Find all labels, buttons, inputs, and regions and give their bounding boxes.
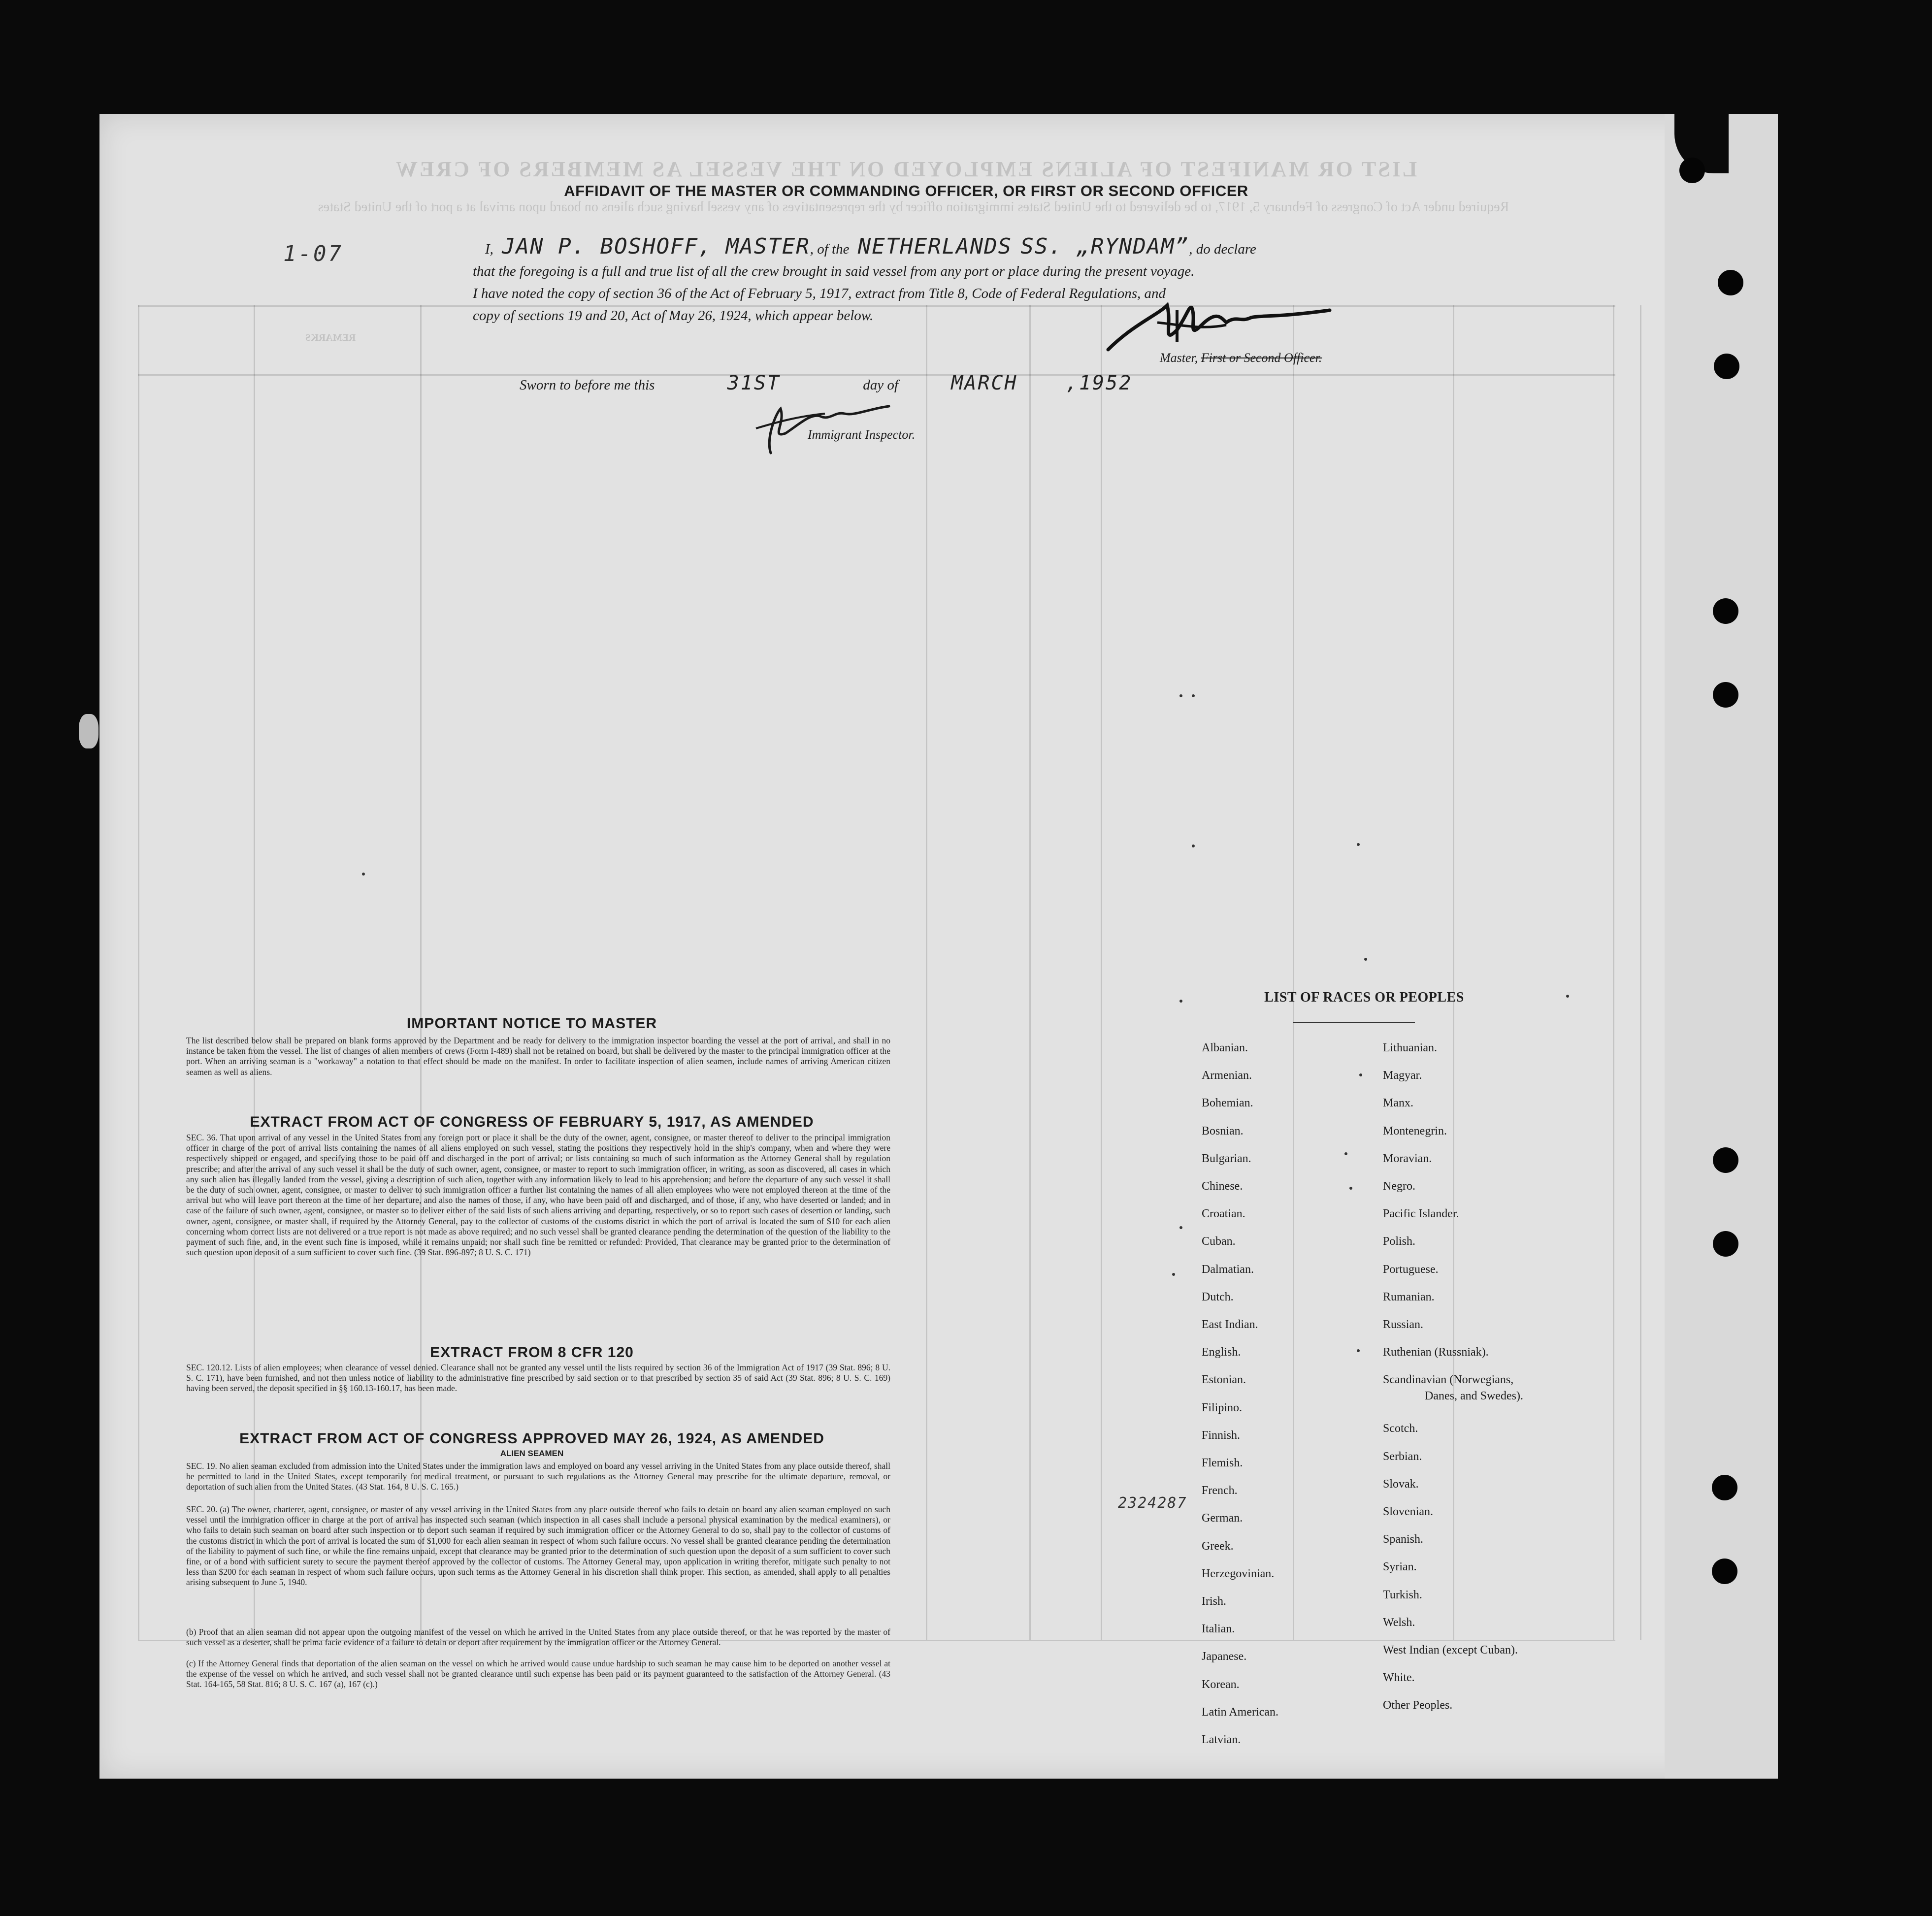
- notice-text: The list described below shall be prepared on blank forms approved by the Department and be ready for delivery to the immigration inspector boarding the vessel at the port of arrival, and shall in no instance be taken from the vessel. The list of changes of alien members of crews (Form I-489) shall not be retained on board, but shall be delivered by the master to the principal immigration officer at the port. When an arriving seaman is a "workaway" a notation to that effect should be made on the manifest. In order to facilitate inspection of alien seamen, include names of arriving American citizen seamen as well as aliens.: [186, 1036, 890, 1077]
- extract-1917-title: EXTRACT FROM ACT OF CONGRESS OF FEBRUARY 5, 1917, AS AMENDED: [250, 1114, 814, 1130]
- sworn-line: [520, 372, 1132, 394]
- race-item: French.: [1202, 1484, 1238, 1497]
- race-item: Ruthenian (Russniak).: [1383, 1346, 1489, 1359]
- extract-cfr-title: EXTRACT FROM 8 CFR 120: [430, 1344, 634, 1361]
- race-item: Armenian.: [1202, 1069, 1252, 1082]
- race-item: Serbian.: [1383, 1450, 1422, 1463]
- race-item: Welsh.: [1383, 1616, 1415, 1629]
- race-item: Italian.: [1202, 1623, 1235, 1636]
- race-item: Croatian.: [1202, 1207, 1245, 1221]
- tick-mark: [1179, 694, 1182, 697]
- tick-mark: [1192, 844, 1195, 847]
- tick-mark: [1566, 995, 1569, 998]
- notice-title: IMPORTANT NOTICE TO MASTER: [406, 1015, 657, 1032]
- race-item: Moravian.: [1383, 1152, 1432, 1165]
- declaration-of-the: , of the: [810, 241, 850, 257]
- race-item: Flemish.: [1202, 1457, 1243, 1469]
- grid-line: [1640, 305, 1641, 1640]
- grid-line: [1101, 305, 1102, 1640]
- race-item: Slovak.: [1383, 1477, 1419, 1491]
- punch-hole: [1712, 1559, 1737, 1584]
- inspector-signature: [751, 394, 928, 458]
- extract-1924-sec19: SEC. 19. No alien seaman excluded from admission into the United States under the immigration laws and employed on board any vessel arriving in the United States from any place outside thereof, shall be permitted to land in the United States, except temporarily for medical treatment, or pursuant to such regulations as the Attorney General may prescribe for the ultimate departure, removal, or deportation of such alien from the United States. (43 Stat. 164, 8 U. S. C. 165.): [186, 1461, 890, 1492]
- race-item: Bosnian.: [1202, 1124, 1244, 1137]
- extract-1924-sec20a: SEC. 20. (a) The owner, charterer, agent, consignee, or master of any vessel arriving in the United States from any place outside thereof who fails to detain on board any alien seaman employed on such vessel until the immigration officer in charge at the port of arrival has inspected such seaman (which inspection in all cases shall include a personal physical examination by the medical examiners), or who fails to detain such seaman on board after such inspection or to deport such seaman if required by such immigration officer or the Attorney General to do so, shall pay to the collector of customs of the customs district in which the port of arrival is located the sum of $1,000 for each alien seaman in respect of whom such failure occurs. No vessel shall be granted clearance pending the determination of the liability to payment of such fine, or while the fine remains unpaid, except that clearance may be granted prior to the determination of such question upon the deposit of a sum sufficient to cover such fine, or of a bond with sufficient surety to secure the payment thereof approved by the collector of customs. The Attorney General may, upon application in writing therefor, mitigate such penalty to not less than $200 for each seaman in respect of whom such failure occurs, upon such terms as the Attorney General in his discretion shall think proper. This section, as amended, shall apply to all penalties arising subsequent to June 5, 1940.: [186, 1504, 890, 1588]
- stamp-number: 2324287: [1118, 1494, 1187, 1512]
- margin-note: 1-07: [283, 241, 343, 266]
- tick-mark: [1179, 1000, 1182, 1003]
- tick-mark: [1344, 1152, 1347, 1155]
- grid-line: [1453, 305, 1454, 1640]
- race-item: Slovenian.: [1383, 1505, 1433, 1518]
- extract-1924-sec20b: (b) Proof that an alien seaman did not appear upon the outgoing manifest of the vessel on which he arrived in the United States from any place outside thereof, or that he was reported by the master of such vessel as a deserter, shall be prima facie evidence of a failure to detain or deport after requirement by the immigration officer or the Attorney General.: [186, 1627, 890, 1648]
- race-item: Bulgarian.: [1202, 1152, 1251, 1165]
- affidavit-line-4: copy of sections 19 and 20, Act of May 26, 1924, which appear below.: [473, 308, 874, 324]
- affidavit-declaration-line: [485, 234, 1256, 259]
- extract-1917-text: SEC. 36. That upon arrival of any vessel in the United States from any foreign port or place it shall be the duty of the owner, agent, consignee, or master thereof to deliver to the principal immigration officer in charge of the port of arrival lists containing the names of all aliens employed on such vessel, stating the positions they respectively hold in the ship's company, when and where they were respectively shipped or engaged, and specifying those to be paid off and discharged in the port of arrival; or lists containing so much of such information as the Attorney General shall by regulation prescribe; and after the arrival of any such vessel it shall be the duty of such owner, agent, consignee, or master to report to such immigration officer, in writing, as soon as discovered, all cases in which any such alien has illegally landed from the vessel, giving a description of such alien, together with any information likely to lead to his apprehension; and before the departure of any such vessel it shall be the duty of such owner, agent, consignee, or master to deliver to such immigration officer a further list containing the names of all alien employees who were not employed thereon at the time of the arrival but who will leave port thereon at the time of her departure, and also the names of those, if any, who have been paid off and discharged, and of those, if any, who have deserted or landed; and in case of the failure of such owner, agent, consignee, or master so to deliver either of the said lists of such aliens arriving and departing, respectively, or so to report such cases of desertion or landing, such owner, agent, consignee, or master shall, if required by the Attorney General, pay to the collector of customs of the customs district in which the port of arrival is located the sum of $10 for each alien concerning whom correct lists are not delivered or a true report is not made as above required; and no such vessel shall be granted clearance pending the determination of the question of the liability to the payment of such fine, and, in the event such fine is imposed, while it remains unpaid; nor shall such fine be remitted or refunded: Provided, That clearance may be granted prior to the determination of such question upon deposit of a sum sufficient to cover such fine. (39 Stat. 896-897; 8 U. S. C. 171): [186, 1133, 890, 1258]
- race-item: Polish.: [1383, 1235, 1416, 1248]
- race-item: Albanian.: [1202, 1041, 1248, 1054]
- tick-mark: [1349, 1187, 1352, 1190]
- inspector-label: Immigrant Inspector.: [808, 427, 916, 442]
- race-item: Dalmatian.: [1202, 1263, 1254, 1276]
- race-item: Scandinavian (Norwegians,: [1383, 1373, 1514, 1387]
- race-item: Magyar.: [1383, 1069, 1422, 1082]
- race-item: Greek.: [1202, 1539, 1234, 1553]
- master-label: Master,: [1160, 351, 1198, 365]
- race-item: East Indian.: [1202, 1318, 1258, 1331]
- vessel-name: SS. „RYNDAM”: [1020, 234, 1189, 259]
- bleed-remarks: REMARKS: [305, 332, 356, 343]
- punch-hole: [79, 714, 98, 748]
- declaration-suffix: , do declare: [1189, 241, 1256, 257]
- bleed-subheader: Required under Act of Congress of February 5, 1917, to be delivered to the United States immigration officer by the representatives of any vessel having such aliens on board upon arrival at a port of the United States: [318, 199, 1509, 215]
- race-item: Pacific Islander.: [1383, 1207, 1459, 1221]
- race-item: Rumanian.: [1383, 1290, 1435, 1303]
- sworn-month: MARCH: [951, 372, 1018, 394]
- sworn-year: ,1952: [1065, 372, 1133, 394]
- affidavit-title: AFFIDAVIT OF THE MASTER OR COMMANDING OFFICER, OR FIRST OR SECOND OFFICER: [564, 182, 1248, 199]
- extract-cfr-text: SEC. 120.12. Lists of alien employees; when clearance of vessel denied. Clearance shall not be granted any vessel until the lists required by section 36 of the Immigration Act of 1917 (39 Stat. 896; 8 U. S. C. 171), have been furnished, and not then unless notice of liability to the administrative fine prescribed by said section or to that prescribed by section 35 of said Act (39 Stat. 896; 8 U. S. C. 169) having been served, the deposit specified in §§ 160.13-160.17, has been made.: [186, 1363, 890, 1394]
- race-item: Latvian.: [1202, 1733, 1241, 1746]
- race-item: English.: [1202, 1346, 1241, 1359]
- master-name: JAN P. BOSHOFF,: [502, 234, 713, 259]
- extract-1924-title: EXTRACT FROM ACT OF CONGRESS APPROVED MAY 26, 1924, AS AMENDED: [239, 1430, 824, 1447]
- sworn-day: 31ST: [727, 372, 781, 394]
- tick-mark: [362, 873, 365, 876]
- grid-line: [1613, 305, 1614, 1640]
- race-item: Irish.: [1202, 1595, 1226, 1608]
- race-item: Portuguese.: [1383, 1263, 1439, 1276]
- punch-hole: [1712, 1475, 1737, 1500]
- tick-mark: [1357, 1349, 1360, 1352]
- tick-mark: [1192, 694, 1195, 697]
- race-item: White.: [1383, 1671, 1415, 1685]
- tick-mark: [1364, 958, 1367, 961]
- punch-hole: [1718, 270, 1743, 295]
- tick-mark: [1179, 1226, 1182, 1229]
- grid-line: [138, 305, 1615, 307]
- race-item: Chinese.: [1202, 1180, 1243, 1193]
- master-title-label: [1160, 351, 1322, 365]
- race-item: Dutch.: [1202, 1290, 1234, 1303]
- extract-1924-subtitle: ALIEN SEAMEN: [500, 1449, 564, 1458]
- punch-hole: [1713, 682, 1738, 708]
- affidavit-line-2: that the foregoing is a full and true list of all the crew brought in said vessel from any port or place during the present voyage.: [473, 263, 1195, 279]
- race-item: German.: [1202, 1512, 1243, 1525]
- race-item: Russian.: [1383, 1318, 1424, 1331]
- race-item: Estonian.: [1202, 1373, 1246, 1387]
- sworn-day-of: day of: [863, 377, 898, 393]
- tick-mark: [1172, 1273, 1175, 1276]
- vessel-flag: NETHERLANDS: [857, 234, 1013, 259]
- race-item: Montenegrin.: [1383, 1124, 1447, 1137]
- extract-1924-sec20c: (c) If the Attorney General finds that deportation of the alien seaman on the vessel on which he arrived would cause undue hardship to such seaman he may cause him to be deported on another vessel at the expense of the vessel on which he arrived, and such vessel shall not be granted clearance until such expense has been paid or its payment guaranteed to the satisfaction of the Attorney General. (43 Stat. 164-165, 58 Stat. 816; 8 U. S. C. 167 (a), 167 (c).): [186, 1658, 890, 1689]
- race-item: Filipino.: [1202, 1401, 1243, 1414]
- grid-line: [1293, 305, 1294, 1640]
- tick-mark: [1357, 843, 1360, 846]
- race-item: Lithuanian.: [1383, 1041, 1437, 1054]
- race-item: Spanish.: [1383, 1533, 1424, 1546]
- master-rank: MASTER: [725, 234, 810, 259]
- race-item: Scotch.: [1383, 1422, 1418, 1435]
- punch-hole: [1714, 354, 1739, 379]
- race-item: Turkish.: [1383, 1588, 1422, 1601]
- race-item: Negro.: [1383, 1180, 1415, 1193]
- grid-line: [1029, 305, 1031, 1640]
- race-item: Korean.: [1202, 1678, 1240, 1691]
- race-item: Danes, and Swedes).: [1425, 1390, 1523, 1403]
- master-signature: [1103, 295, 1335, 359]
- struck-officer-label: First or Second Officer.: [1201, 351, 1322, 365]
- race-item: Bohemian.: [1202, 1097, 1253, 1110]
- punch-hole: [1713, 1147, 1738, 1173]
- race-item: Other Peoples.: [1383, 1699, 1453, 1712]
- race-item: Finnish.: [1202, 1429, 1241, 1442]
- sworn-prefix: Sworn to before me this: [520, 377, 655, 393]
- race-item: Latin American.: [1202, 1705, 1278, 1719]
- punch-hole: [1713, 598, 1738, 624]
- tick-mark: [1359, 1073, 1362, 1076]
- race-item: Manx.: [1383, 1097, 1413, 1110]
- punch-hole: [1679, 158, 1705, 183]
- race-item: Japanese.: [1202, 1650, 1247, 1663]
- declaration-prefix: I,: [485, 241, 493, 257]
- race-item: Herzegovinian.: [1202, 1567, 1275, 1580]
- bleed-header: LIST OR MANIFEST OF ALIENS EMPLOYED ON THE VESSEL AS MEMBERS OF CREW: [394, 157, 1417, 181]
- affidavit-line-3: I have noted the copy of section 36 of the Act of February 5, 1917, extract from Title 8, Code of Federal Regulations, and: [473, 286, 1166, 301]
- race-item: Syrian.: [1383, 1560, 1417, 1574]
- grid-line: [138, 305, 139, 1640]
- race-item: West Indian (except Cuban).: [1383, 1644, 1518, 1656]
- races-title: LIST OF RACES OR PEOPLES: [1264, 990, 1464, 1005]
- race-item: Cuban.: [1202, 1235, 1236, 1248]
- races-title-rule: [1293, 1022, 1415, 1023]
- punch-hole: [1713, 1231, 1738, 1257]
- grid-line: [926, 305, 927, 1640]
